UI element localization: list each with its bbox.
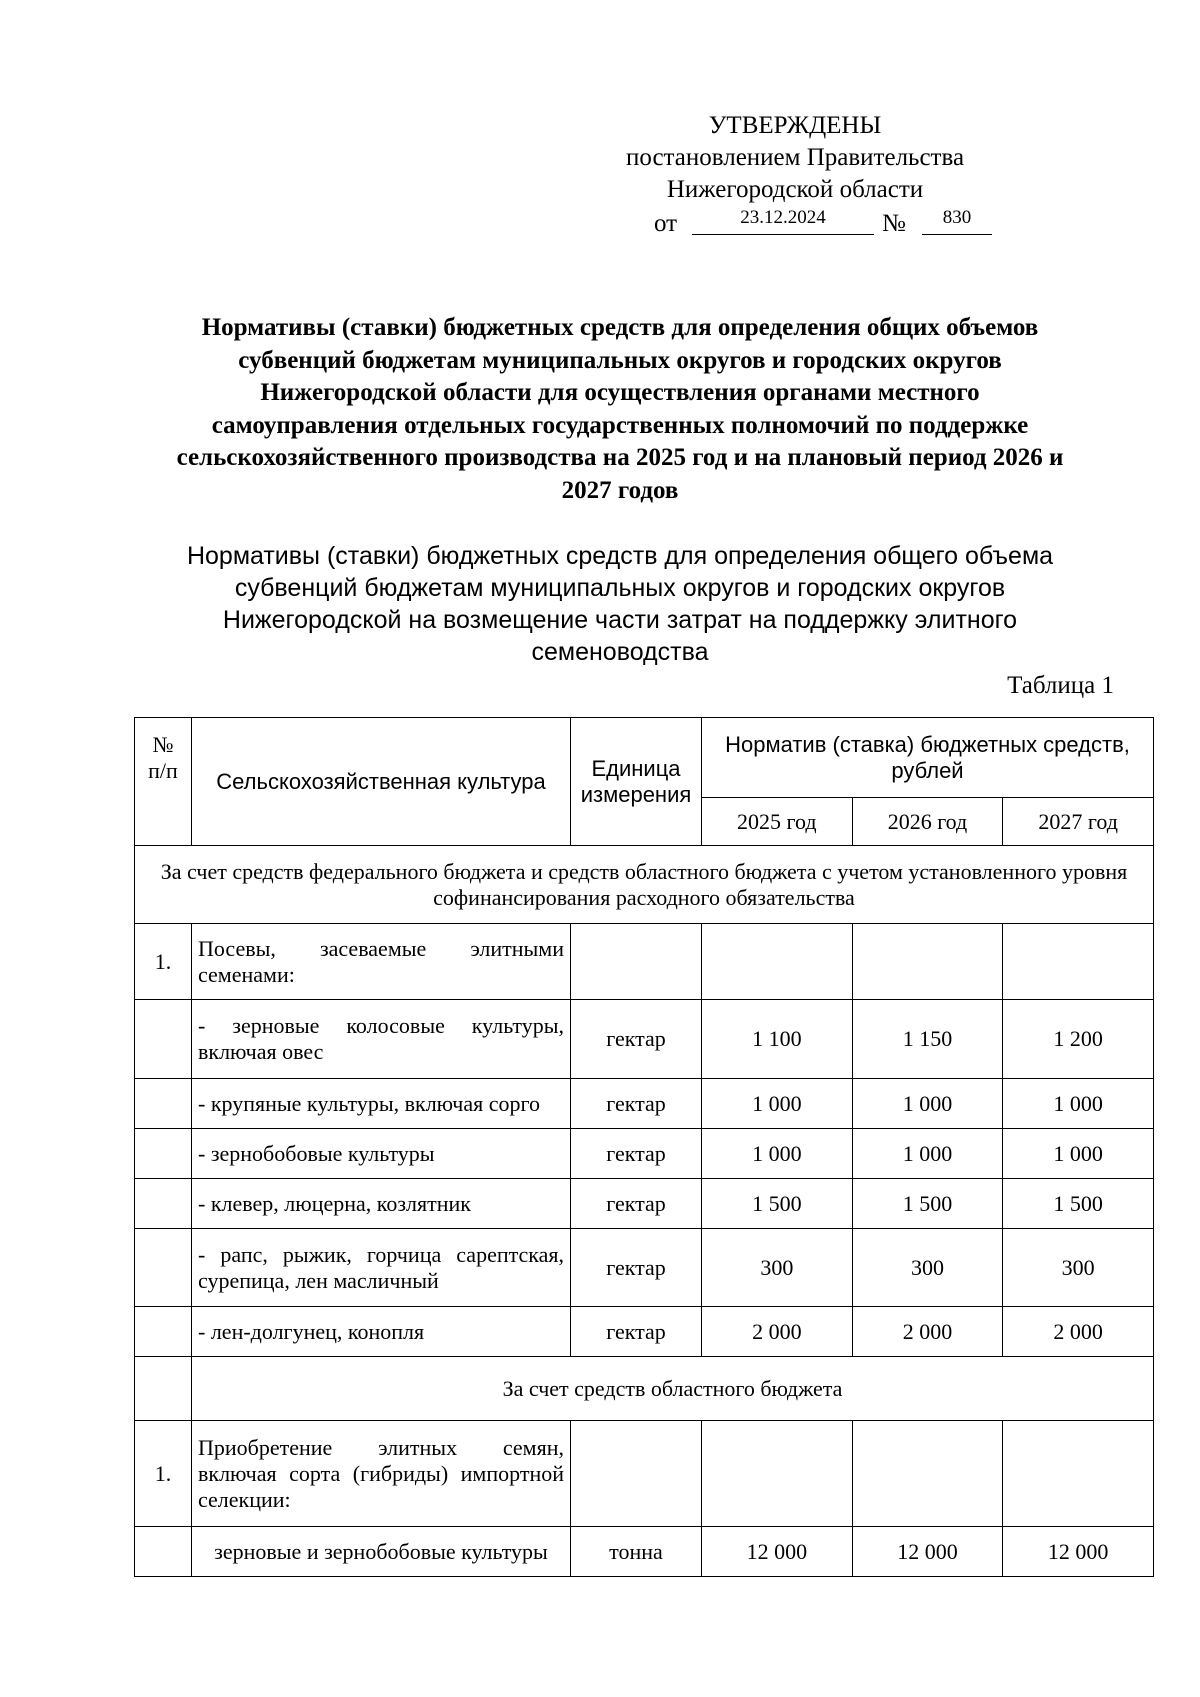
empty-cell xyxy=(702,924,853,1000)
crop-name: - клевер, люцерна, козлятник xyxy=(192,1179,571,1229)
empty-cell xyxy=(702,1421,853,1527)
unit-cell: гектар xyxy=(571,1307,702,1357)
section-row xyxy=(135,1357,1154,1421)
approval-block xyxy=(560,110,1030,240)
approval-line-2: Нижегородской области xyxy=(666,176,924,203)
value-2026: 1 500 xyxy=(852,1179,1003,1229)
unit-cell: гектар xyxy=(571,1129,702,1179)
value-2025: 1 000 xyxy=(702,1129,853,1179)
header-year-2025: 2025 год xyxy=(702,798,853,846)
value-2027: 2 000 xyxy=(1003,1307,1154,1357)
crop-name: - зернобобовые культуры xyxy=(192,1129,571,1179)
table-row xyxy=(135,1079,1154,1129)
approval-line-1: постановлением Правительства xyxy=(625,144,965,171)
date-value: 23.12.2024 xyxy=(740,207,826,228)
table-label: Таблица 1 xyxy=(1007,672,1114,699)
date-field xyxy=(692,206,874,235)
empty-cell xyxy=(135,1527,192,1577)
value-2027: 300 xyxy=(1003,1229,1154,1307)
empty-cell xyxy=(1003,924,1154,1000)
number-field xyxy=(922,206,992,235)
crop-name: зерновые и зернобобовые культуры xyxy=(192,1527,571,1577)
table-row xyxy=(135,1129,1154,1179)
date-prefix: от xyxy=(654,210,678,237)
value-2027: 1 000 xyxy=(1003,1129,1154,1179)
empty-cell xyxy=(135,1129,192,1179)
unit-cell: тонна xyxy=(571,1527,702,1577)
value-2026: 12 000 xyxy=(852,1527,1003,1577)
value-2025: 1 500 xyxy=(702,1179,853,1229)
table-row xyxy=(135,1179,1154,1229)
document-subtitle: Нормативы (ставки) бюджетных средств для определения общего объема субвенций бюджетам муниципальных округов и городских округов Нижегородской на возмещение части затрат на поддержку элитного семеноводства xyxy=(186,542,1054,666)
number-value: 830 xyxy=(942,207,972,228)
value-2027: 1 500 xyxy=(1003,1179,1154,1229)
value-2025: 300 xyxy=(702,1229,853,1307)
unit-cell: гектар xyxy=(571,1179,702,1229)
empty-cell xyxy=(135,1000,192,1079)
value-2027: 1 000 xyxy=(1003,1079,1154,1129)
empty-cell xyxy=(571,924,702,1000)
group-name: Приобретение элитных семян, включая сорта (гибриды) импортной селекции: xyxy=(192,1421,571,1527)
section-federal: За счет средств федерального бюджета и средств областного бюджета с учетом установленного уровня софинансирования расходного обязательства xyxy=(135,846,1154,924)
header-num: № п/п xyxy=(135,718,192,846)
group-name: Посевы, засеваемые элитными семенами: xyxy=(192,924,571,1000)
group-row xyxy=(135,924,1154,1000)
value-2026: 1 000 xyxy=(852,1129,1003,1179)
crop-name: - рапс, рыжик, горчица сарептская, сурепица, лен масличный xyxy=(192,1229,571,1307)
table-row xyxy=(135,1000,1154,1079)
empty-cell xyxy=(135,1179,192,1229)
value-2025: 1 100 xyxy=(702,1000,853,1079)
value-2025: 12 000 xyxy=(702,1527,853,1577)
table-row xyxy=(135,1307,1154,1357)
value-2026: 1 150 xyxy=(852,1000,1003,1079)
section-regional: За счет средств областного бюджета xyxy=(192,1357,1154,1421)
value-2025: 2 000 xyxy=(702,1307,853,1357)
empty-cell xyxy=(571,1421,702,1527)
crop-name: - зерновые колосовые культуры, включая овес xyxy=(192,1000,571,1079)
norms-table xyxy=(134,717,1154,1577)
empty-cell xyxy=(1003,1421,1154,1527)
header-crop: Сельскохозяйственная культура xyxy=(192,718,571,846)
header-unit: Единица измерения xyxy=(571,718,702,846)
document-title: Нормативы (ставки) бюджетных средств для определения общих объемов субвенций бюджетам муниципальных округов и городских округов Нижегородской области для осуществления органами местного самоуправления отдельных государственных полномочий по поддержке сельскохозяйственного производства на 2025 год и на плановый период 2026 и 2027 годов xyxy=(176,314,1064,504)
section-row xyxy=(135,846,1154,924)
approval-date-line xyxy=(560,206,1030,240)
crop-name: - крупяные культуры, включая сорго xyxy=(192,1079,571,1129)
approval-title: УТВЕРЖДЕНЫ xyxy=(708,112,882,139)
value-2026: 300 xyxy=(852,1229,1003,1307)
value-2027: 1 200 xyxy=(1003,1000,1154,1079)
group-num: 1. xyxy=(135,924,192,1000)
empty-cell xyxy=(135,1229,192,1307)
unit-cell: гектар xyxy=(571,1000,702,1079)
value-2026: 1 000 xyxy=(852,1079,1003,1129)
header-row xyxy=(135,718,1154,798)
crop-name: - лен-долгунец, конопля xyxy=(192,1307,571,1357)
empty-cell xyxy=(852,1421,1003,1527)
value-2025: 1 000 xyxy=(702,1079,853,1129)
group-num: 1. xyxy=(135,1421,192,1527)
empty-cell xyxy=(852,924,1003,1000)
unit-cell: гектар xyxy=(571,1229,702,1307)
table-row xyxy=(135,1527,1154,1577)
header-year-2027: 2027 год xyxy=(1003,798,1154,846)
value-2027: 12 000 xyxy=(1003,1527,1154,1577)
table-row xyxy=(135,1229,1154,1307)
header-norm: Норматив (ставка) бюджетных средств, рублей xyxy=(702,718,1154,798)
empty-cell xyxy=(135,1079,192,1129)
value-2026: 2 000 xyxy=(852,1307,1003,1357)
group-row xyxy=(135,1421,1154,1527)
empty-cell xyxy=(135,1357,192,1421)
number-prefix: № xyxy=(882,210,906,237)
header-year-2026: 2026 год xyxy=(852,798,1003,846)
unit-cell: гектар xyxy=(571,1079,702,1129)
empty-cell xyxy=(135,1307,192,1357)
